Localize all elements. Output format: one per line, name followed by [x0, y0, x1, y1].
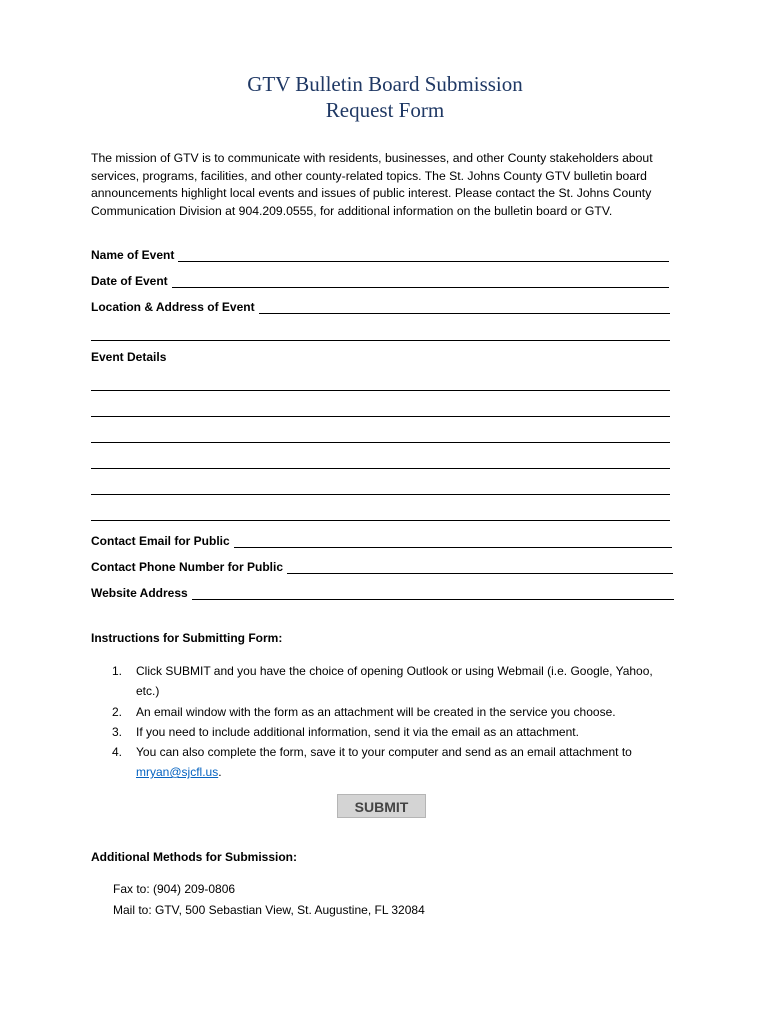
contact-phone-label: Contact Phone Number for Public	[91, 560, 284, 574]
name-of-event-line[interactable]	[178, 249, 669, 262]
instruction-text-body: You can also complete the form, save it to your computer and send as an email attachment to	[136, 745, 632, 759]
event-details-label: Event Details	[91, 350, 167, 364]
location-continuation-line[interactable]	[91, 340, 670, 341]
date-of-event-field[interactable]	[91, 272, 669, 288]
fax-line: Fax to: (904) 209-0806	[113, 882, 236, 896]
location-field[interactable]	[91, 298, 670, 314]
instruction-number: 4.	[112, 745, 123, 759]
name-of-event-field[interactable]	[91, 246, 669, 262]
website-line[interactable]	[192, 587, 674, 600]
instruction-text: If you need to include additional information, send it via the email as an attachment.	[136, 725, 579, 739]
date-of-event-label: Date of Event	[91, 274, 168, 288]
event-details-line[interactable]	[91, 520, 670, 521]
form-title-line1: GTV Bulletin Board Submission	[247, 72, 523, 96]
submit-button[interactable]: SUBMIT	[337, 794, 426, 818]
form-title-line2: Request Form	[325, 98, 445, 122]
contact-phone-line[interactable]	[287, 561, 673, 574]
event-details-line[interactable]	[91, 494, 670, 495]
name-of-event-label: Name of Event	[91, 248, 175, 262]
date-of-event-line[interactable]	[172, 275, 669, 288]
instruction-text: An email window with the form as an attachment will be created in the service you choose.	[136, 705, 616, 719]
contact-email-field[interactable]	[91, 532, 672, 548]
instruction-number: 3.	[112, 725, 123, 739]
additional-methods-heading: Additional Methods for Submission:	[91, 850, 297, 864]
location-line[interactable]	[259, 301, 670, 314]
instruction-text	[136, 742, 676, 782]
instruction-suffix: .	[218, 765, 222, 779]
instruction-number: 2.	[112, 705, 123, 719]
event-details-line[interactable]	[91, 416, 670, 417]
location-label: Location & Address of Event	[91, 300, 255, 314]
email-link[interactable]: mryan@sjcfl.us	[136, 765, 219, 779]
event-details-line[interactable]	[91, 442, 670, 443]
contact-email-line[interactable]	[234, 535, 672, 548]
event-details-line[interactable]	[91, 468, 670, 469]
contact-phone-field[interactable]	[91, 558, 673, 574]
intro-paragraph: The mission of GTV is to communicate with residents, businesses, and other County stakeholders about services, programs, facilities, and other county-related topics. The St. Johns County GTV bulletin board announcements highlight local events and issues of public interest. Please contact the St. Johns County Communication Division at 904.209.0555, for additional information on the bulletin board or GTV.	[91, 151, 653, 218]
instructions-heading: Instructions for Submitting Form:	[91, 631, 283, 645]
event-details-line[interactable]	[91, 390, 670, 391]
mail-line: Mail to: GTV, 500 Sebastian View, St. Augustine, FL 32084	[113, 903, 425, 917]
instruction-text: Click SUBMIT and you have the choice of opening Outlook or using Webmail (i.e. Google, Yahoo, etc.)	[136, 664, 653, 698]
website-field[interactable]	[91, 584, 674, 600]
website-label: Website Address	[91, 586, 188, 600]
contact-email-label: Contact Email for Public	[91, 534, 230, 548]
instruction-number: 1.	[112, 664, 123, 678]
